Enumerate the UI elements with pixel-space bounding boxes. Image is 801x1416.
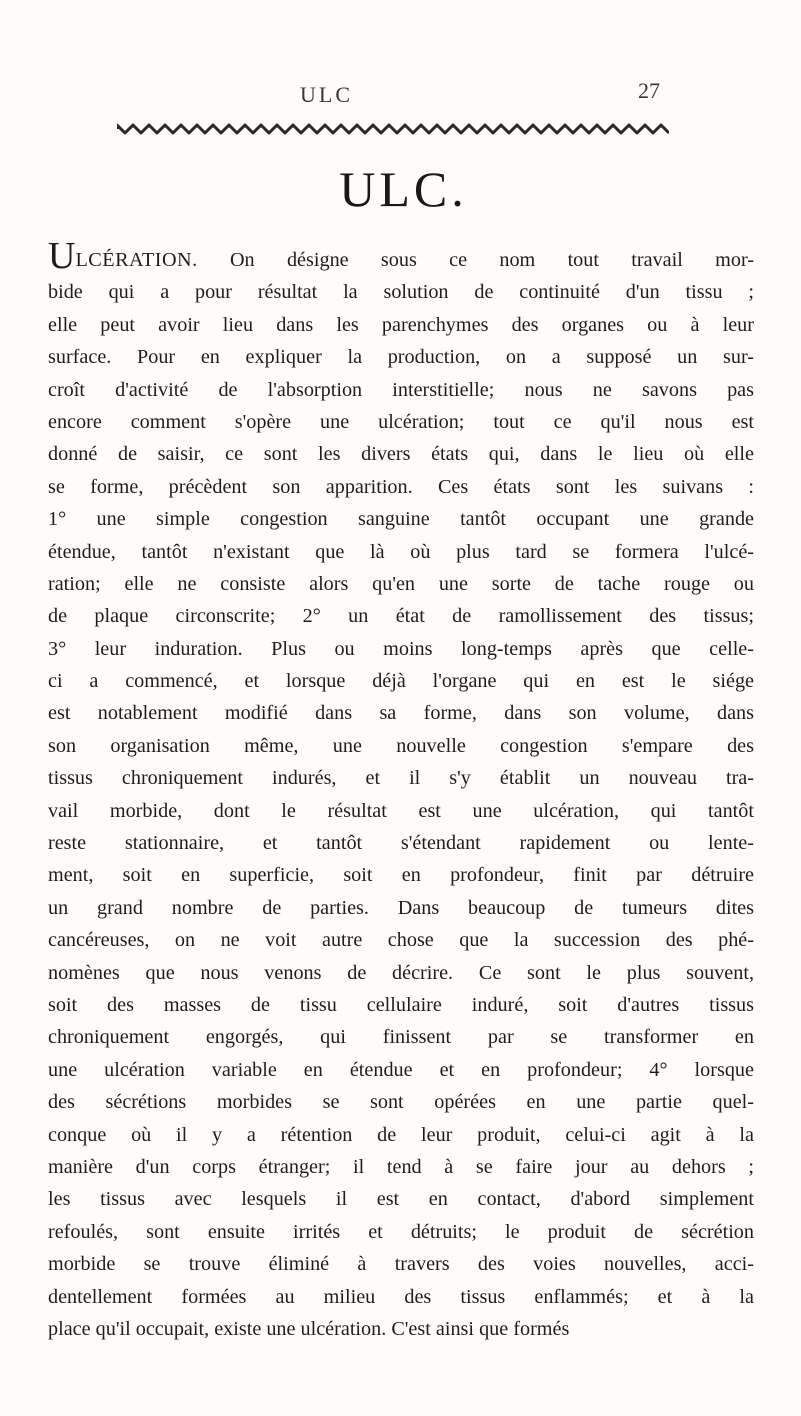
entry-headword [48, 235, 198, 277]
text-line: chroniquement engorgés, qui finissent par se transformer en [48, 1026, 754, 1049]
text-line: un grand nombre de parties. Dans beaucoup de tumeurs dites [48, 896, 754, 919]
text-line: se forme, précèdent son apparition. Ces états sont les suivans : [48, 475, 754, 498]
text-line: morbide se trouve éliminé à travers des voies nouvelles, acci- [48, 1253, 754, 1276]
headword-initial: U [48, 235, 76, 277]
text-line: nomènes que nous venons de décrire. Ce sont le plus souvent, [48, 961, 754, 984]
text-line: place qu'il occupait, existe une ulcération. C'est ainsi que formés [48, 1317, 570, 1340]
text-line: de plaque circonscrite; 2° un état de ramollissement des tissus; [48, 605, 754, 628]
headword-rest: LCÉRATION. [75, 249, 198, 271]
text-line: tissus chroniquement indurés, et il s'y établit un nouveau tra- [48, 767, 754, 790]
text-line: manière d'un corps étranger; il tend à se faire jour au dehors ; [48, 1155, 754, 1178]
text-line: refoulés, sont ensuite irrités et détruits; le produit de sécrétion [48, 1220, 754, 1243]
text-line: dentellement formées au milieu des tissus enflammés; et à la [48, 1285, 754, 1308]
text-line: ment, soit en superficie, soit en profondeur, finit par détruire [48, 864, 754, 887]
decorative-rule [117, 122, 669, 136]
text-line: étendue, tantôt n'existant que là où plus tard se formera l'ulcé- [48, 540, 754, 563]
text-line: croît d'activité de l'absorption interstitielle; nous ne savons pas [48, 378, 754, 401]
text-line-1-rest: On désigne sous ce nom tout travail mor- [229, 249, 754, 271]
text-line: donné de saisir, ce sont les divers états qui, dans le lieu où elle [48, 443, 754, 466]
text-line: 1° une simple congestion sanguine tantôt occupant une grande [48, 508, 754, 531]
text-line: des sécrétions morbides se sont opérées en une partie quel- [48, 1091, 754, 1114]
article-body [48, 235, 754, 1345]
text-line: vail morbide, dont le résultat est une ulcération, qui tantôt [48, 799, 754, 822]
text-line: son organisation même, une nouvelle congestion s'empare des [48, 734, 754, 757]
text-line: conque où il y a rétention de leur produit, celui-ci agit à la [48, 1123, 754, 1146]
section-heading: ULC. [339, 161, 468, 217]
text-line: bide qui a pour résultat la solution de continuité d'un tissu ; [48, 281, 754, 304]
running-head: ULC [300, 82, 353, 107]
text-line: reste stationnaire, et tantôt s'étendant rapidement ou lente- [48, 832, 754, 855]
text-line: 3° leur induration. Plus ou moins long-temps après que celle- [48, 637, 754, 660]
text-line: encore comment s'opère une ulcération; tout ce qu'il nous est [48, 410, 754, 433]
text-line: soit des masses de tissu cellulaire induré, soit d'autres tissus [48, 993, 754, 1016]
text-line: ration; elle ne consiste alors qu'en une sorte de tache rouge ou [48, 572, 754, 595]
text-line: est notablement modifié dans sa forme, dans son volume, dans [48, 702, 754, 725]
text-line: surface. Pour en expliquer la production, on a supposé un sur- [48, 346, 754, 369]
text-line: une ulcération variable en étendue et en profondeur; 4° lorsque [48, 1058, 754, 1081]
text-line: elle peut avoir lieu dans les parenchymes des organes ou à leur [48, 313, 754, 336]
text-line-1 [48, 235, 754, 277]
page-number: 27 [638, 78, 660, 103]
text-line: les tissus avec lesquels il est en contact, d'abord simplement [48, 1188, 754, 1211]
text-line: ci a commencé, et lorsque déjà l'organe qui en est le siége [48, 670, 754, 693]
text-line: cancéreuses, on ne voit autre chose que la succession des phé- [48, 929, 754, 952]
